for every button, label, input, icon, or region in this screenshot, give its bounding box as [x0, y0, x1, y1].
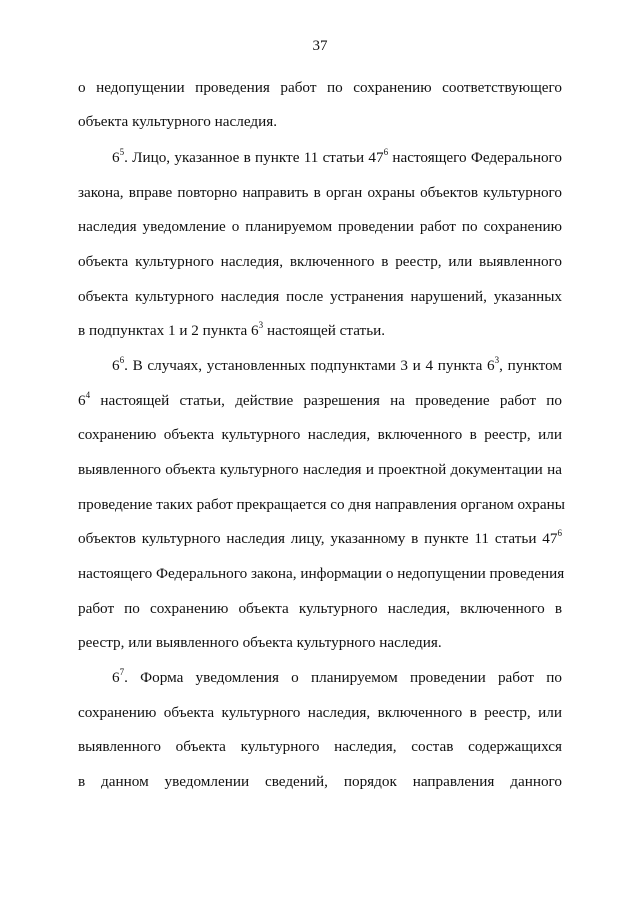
text-line: объекта культурного наследия.: [78, 113, 278, 130]
text-line: проведение таких работ прекращается со дня направления органом охраны: [78, 496, 565, 513]
paragraph-6-7-start: $6^7$. Форма уведомления о планируемом проведении работ по: [112, 666, 562, 686]
text-line: объекта культурного наследия после устранения нарушений, указанных: [78, 288, 562, 305]
text-line: объектов культурного наследия лицу, указанному в пункте 11 статьи $47^6$: [78, 527, 562, 547]
text-line: сохранению объекта культурного наследия, включенного в реестр, или: [78, 426, 562, 443]
text-line: сохранению объекта культурного наследия, включенного в реестр, или: [78, 704, 562, 721]
page-number: 37: [312, 38, 328, 54]
text-line: выявленного объекта культурного наследия, состав содержащихся: [78, 738, 562, 755]
text-line: $6^4$ настоящей статьи, действие разрешения на проведение работ по: [78, 389, 562, 409]
text-line: выявленного объекта культурного наследия и проектной документации на: [78, 461, 562, 478]
paragraph-6-5-start: $6^5$. Лицо, указанное в пункте 11 статьи $47^6$ настоящего Федерального: [112, 146, 562, 166]
paragraph-6-6-start: $6^6$. В случаях, установленных подпунктами 3 и 4 пункта $6^3$, пунктом: [112, 354, 562, 374]
text-line: в подпунктах 1 и 2 пункта $6^3$ настоящей статьи.: [78, 319, 386, 339]
text-line: работ по сохранению объекта культурного наследия, включенного в: [78, 600, 562, 617]
text-line: реестр, или выявленного объекта культурного наследия.: [78, 634, 442, 651]
text-line: настоящего Федерального закона, информации о недопущении проведения: [78, 565, 565, 582]
text-line: закона, вправе повторно направить в орган охраны объектов культурного: [78, 184, 562, 201]
text-line: наследия уведомление о планируемом проведении работ по сохранению: [78, 218, 562, 235]
text-line: объекта культурного наследия, включенного в реестр, или выявленного: [78, 253, 562, 270]
text-line: в данном уведомлении сведений, порядок направления данного: [78, 773, 562, 790]
text-line: о недопущении проведения работ по сохранению соответствующего: [78, 79, 562, 96]
